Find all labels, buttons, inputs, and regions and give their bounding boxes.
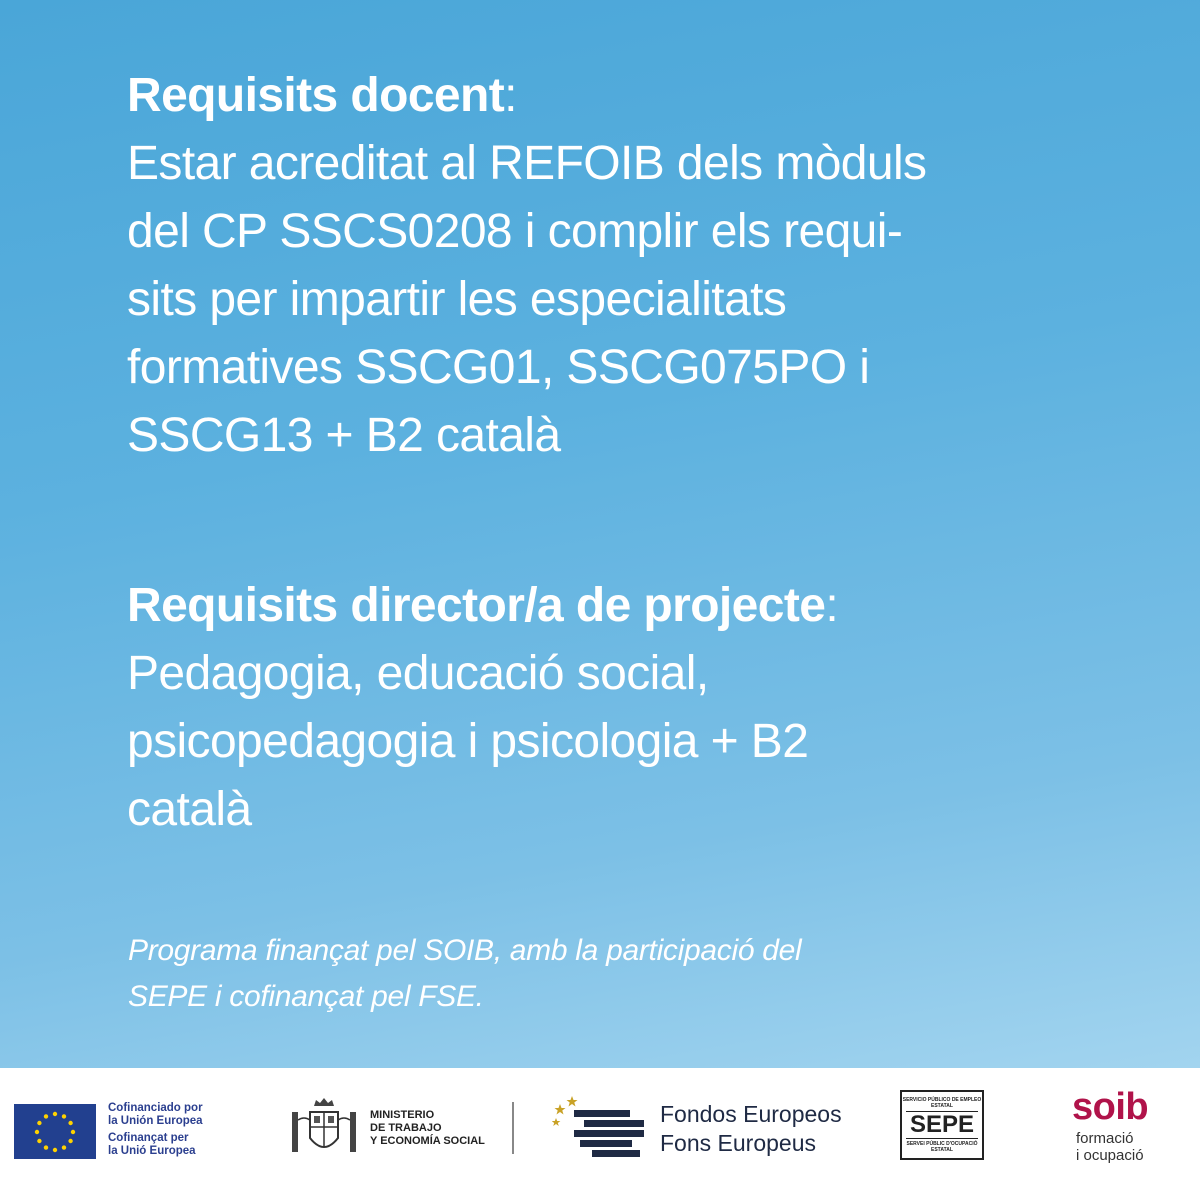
fondos-text-line: Fondos Europeos <box>660 1101 842 1127</box>
eu-cofunding-text <box>108 1102 203 1158</box>
fondos-europeos-icon <box>552 1096 648 1160</box>
director-heading-line <box>127 572 1127 640</box>
eu-text-line: la Unió Europea <box>108 1145 196 1157</box>
docent-line: SSCG13 + B2 català <box>127 409 561 462</box>
ministerio-text-line: DE TRABAJO <box>370 1122 442 1134</box>
eu-text-line: Cofinançat per <box>108 1132 189 1144</box>
ministerio-text <box>370 1109 485 1148</box>
docent-heading: Requisits docent <box>127 69 505 122</box>
sepe-name: SEPE <box>906 1111 978 1139</box>
eu-flag-icon <box>14 1104 96 1159</box>
soib-logo-word: soib <box>1072 1086 1149 1128</box>
director-line: Pedagogia, educació social, <box>127 647 709 700</box>
director-line: psicopedagogia i psicologia + B2 <box>127 715 809 768</box>
fondos-europeos-text <box>660 1100 842 1158</box>
sepe-top-text: SERVICIO PÚBLICO DE EMPLEO ESTATAL <box>902 1097 982 1109</box>
eu-text-line: la Unión Europea <box>108 1115 203 1127</box>
soib-subtitle-line: formació <box>1076 1130 1134 1147</box>
ministerio-text-line: MINISTERIO <box>370 1109 435 1121</box>
docent-colon: : <box>504 69 517 122</box>
docent-heading-line <box>127 62 1127 130</box>
docent-line: sits per impartir les especialitats <box>127 273 787 326</box>
soib-subtitle-line: i ocupació <box>1076 1147 1144 1164</box>
funding-note-line: SEPE i cofinançat pel FSE. <box>128 980 484 1013</box>
sepe-logo <box>900 1090 984 1160</box>
fondos-text-line: Fons Europeus <box>660 1130 816 1156</box>
docent-requirements <box>127 62 1127 470</box>
docent-line: formatives SSCG01, SSCG075PO i <box>127 341 870 394</box>
director-colon: : <box>825 579 839 632</box>
docent-line: Estar acreditat al REFOIB dels mòduls <box>127 137 927 190</box>
funding-note <box>128 928 1108 1020</box>
soib-subtitle <box>1076 1130 1144 1164</box>
ministerio-text-line: Y ECONOMÍA SOCIAL <box>370 1135 485 1147</box>
spain-coat-of-arms-icon <box>288 1098 360 1160</box>
director-line: català <box>127 783 252 836</box>
sepe-bottom-text: SERVEI PÚBLIC D'OCUPACIÓ ESTATAL <box>906 1141 978 1153</box>
logo-divider <box>512 1102 514 1154</box>
docent-line: del CP SSCS0208 i complir els requi- <box>127 205 903 258</box>
eu-text-line: Cofinanciado por <box>108 1102 203 1114</box>
funding-note-line: Programa finançat pel SOIB, amb la participació del <box>128 934 802 967</box>
director-heading: Requisits director/a de projecte <box>127 579 826 632</box>
director-requirements <box>127 572 1127 844</box>
logo-strip <box>0 1068 1200 1200</box>
